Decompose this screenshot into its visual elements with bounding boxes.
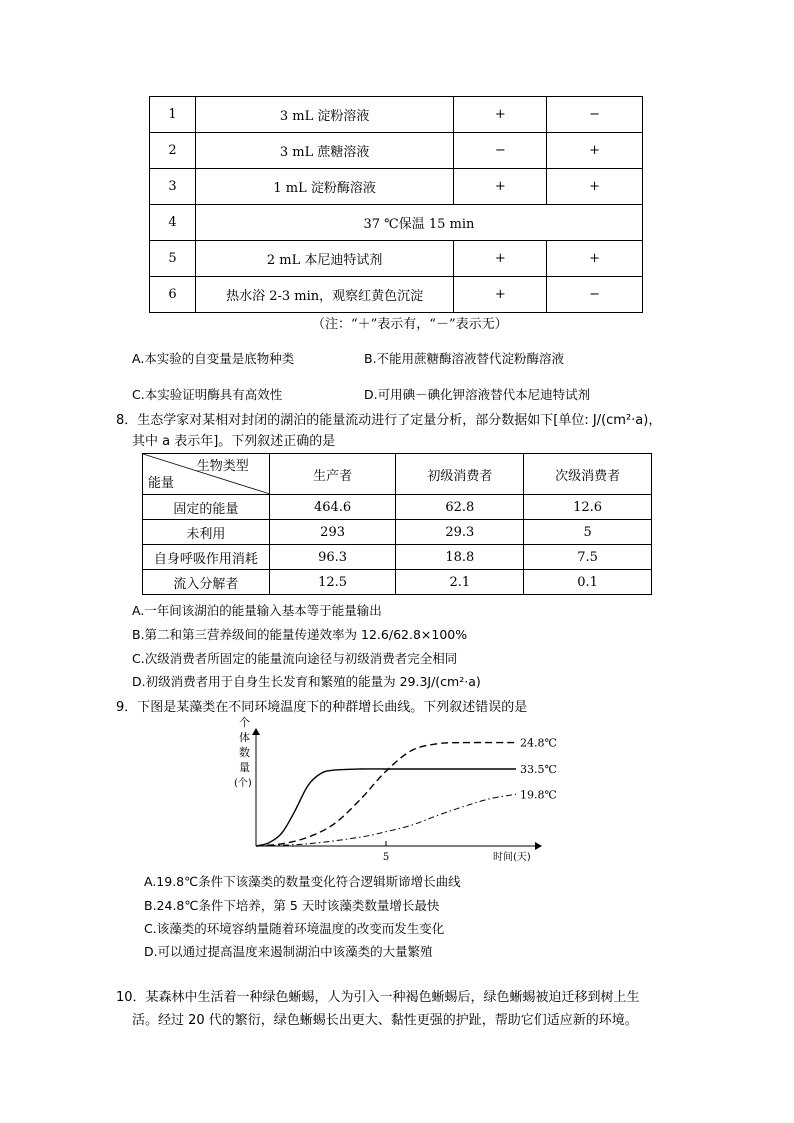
table-cell: 464.6 [269, 495, 396, 520]
step-text: 2 mL 本尼迪特试剂 [195, 241, 453, 277]
q8-option-b: B.第二和第三营养级间的能量传递效率为 12.6/62.8×100% [132, 627, 468, 642]
series-line-19.8 [256, 794, 516, 846]
q9-option-b: B.24.8℃条件下培养，第 5 天时该藻类数量增长最快 [144, 898, 440, 913]
table-row [143, 570, 652, 595]
row-number: 2 [150, 133, 196, 169]
row-label: 流入分解者 [143, 570, 270, 595]
q9-option-a: A.19.8℃条件下该藻类的数量变化符合逻辑斯谛增长曲线 [144, 874, 461, 889]
q8-stem-line2: 其中 a 表示年]。下列叙述正确的是 [132, 434, 336, 449]
table-row [143, 495, 652, 520]
q7-option-d: D.可用碘－碘化钾溶液替代本尼迪特试剂 [364, 387, 591, 402]
table-row [150, 241, 643, 277]
table-row [150, 133, 643, 169]
table-cell: 2.1 [396, 570, 524, 595]
tube-a-cell: + [454, 277, 547, 313]
table-cell: 5 [524, 520, 652, 545]
corner-cell [143, 454, 270, 495]
table-row [150, 97, 643, 133]
table-row [150, 205, 643, 241]
row-number: 6 [150, 277, 196, 313]
header-producer: 生产者 [269, 454, 396, 495]
table-cell: 7.5 [524, 545, 652, 570]
q7-option-c: C.本实验证明酶具有高效性 [132, 387, 283, 402]
step-text: 热水浴 2-3 min，观察红黄色沉淀 [195, 277, 453, 313]
row-label: 未利用 [143, 520, 270, 545]
row-number: 3 [150, 169, 196, 205]
corner-top-label: 生物类型 [196, 459, 249, 474]
series-line-33.5 [256, 769, 516, 846]
step-text: 3 mL 蔗糖溶液 [195, 133, 453, 169]
energy-table [142, 453, 652, 595]
corner-bottom-label: 能量 [148, 476, 175, 491]
q7-option-a: A.本实验的自变量是底物种类 [132, 351, 295, 366]
x-tick-label: 5 [382, 852, 390, 863]
q8-stem-line1: 8．生态学家对某相对封闭的湖泊的能量流动进行了定量分析，部分数据如下[单位: J/(cm²·a)， [116, 413, 662, 428]
q9-stem: 9．下图是某藻类在不同环境温度下的种群增长曲线。下列叙述错误的是 [116, 700, 528, 715]
row-number: 5 [150, 241, 196, 277]
row-number: 4 [150, 205, 196, 241]
tube-b-cell: − [547, 97, 643, 133]
y-label-unit: (个) [234, 778, 252, 789]
y-label-char: 个 [239, 716, 250, 729]
q10-line2: 活。经过 20 代的繁衍，绿色蜥蜴长出更大、黏性更强的护趾，帮助它们适应新的环境。 [132, 1013, 638, 1028]
table-cell: 293 [269, 520, 396, 545]
series-label-33.5: 33.5℃ [520, 763, 557, 776]
q8-option-d: D.初级消费者用于自身生长发育和繁殖的能量为 29.3J/(cm²·a) [132, 674, 481, 689]
q8-option-a: A.一年间该湖泊的能量输入基本等于能量输出 [132, 603, 382, 618]
tube-b-cell: + [547, 133, 643, 169]
table-cell: 0.1 [524, 570, 652, 595]
table-note: （注：“＋”表示有，“－”表示无） [312, 317, 508, 332]
y-label-char: 体 [239, 731, 250, 744]
q10-line1: 10．某森林中生活着一种绿色蜥蜴，人为引入一种褐色蜥蜴后，绿色蜥蜴被迫迁移到树上生 [116, 990, 640, 1005]
tube-a-cell: + [454, 241, 547, 277]
tube-b-cell: + [547, 241, 643, 277]
table-header-row [143, 454, 652, 495]
row-label: 自身呼吸作用消耗 [143, 545, 270, 570]
series-line-24.8 [256, 743, 516, 846]
table-cell: 62.8 [396, 495, 524, 520]
table-cell: 96.3 [269, 545, 396, 570]
q7-option-b: B.不能用蔗糖酶溶液替代淀粉酶溶液 [364, 351, 565, 366]
y-label-char: 量 [239, 761, 250, 774]
step-text: 37 ℃保温 15 min [195, 205, 642, 241]
experiment-table [149, 96, 643, 313]
tube-a-cell: + [454, 169, 547, 205]
series-label-19.8: 19.8℃ [520, 788, 557, 802]
q9-option-d: D.可以通过提高温度来遏制湖泊中该藻类的大量繁殖 [144, 944, 433, 959]
table-row [150, 169, 643, 205]
growth-chart [225, 715, 570, 867]
step-text: 3 mL 淀粉溶液 [195, 97, 453, 133]
table-cell: 29.3 [396, 520, 524, 545]
header-secondary-consumer: 次级消费者 [524, 454, 652, 495]
y-label-char: 数 [239, 746, 250, 759]
tube-b-cell: − [547, 277, 643, 313]
table-cell: 12.6 [524, 495, 652, 520]
q8-option-c: C.次级消费者所固定的能量流向途径与初级消费者完全相同 [132, 651, 458, 666]
row-label: 固定的能量 [143, 495, 270, 520]
tube-a-cell: + [454, 97, 547, 133]
q9-option-c: C.该藻类的环境容纳量随着环境温度的改变而发生变化 [144, 921, 445, 936]
row-number: 1 [150, 97, 196, 133]
table-row [143, 545, 652, 570]
table-row [150, 277, 643, 313]
table-row [143, 520, 652, 545]
series-label-24.8: 24.8℃ [520, 736, 557, 750]
x-axis-label: 时间(天) [493, 852, 531, 863]
header-primary-consumer: 初级消费者 [396, 454, 524, 495]
table-cell: 12.5 [269, 570, 396, 595]
tube-b-cell: + [547, 169, 643, 205]
tube-a-cell: − [454, 133, 547, 169]
step-text: 1 mL 淀粉酶溶液 [195, 169, 453, 205]
table-cell: 18.8 [396, 545, 524, 570]
